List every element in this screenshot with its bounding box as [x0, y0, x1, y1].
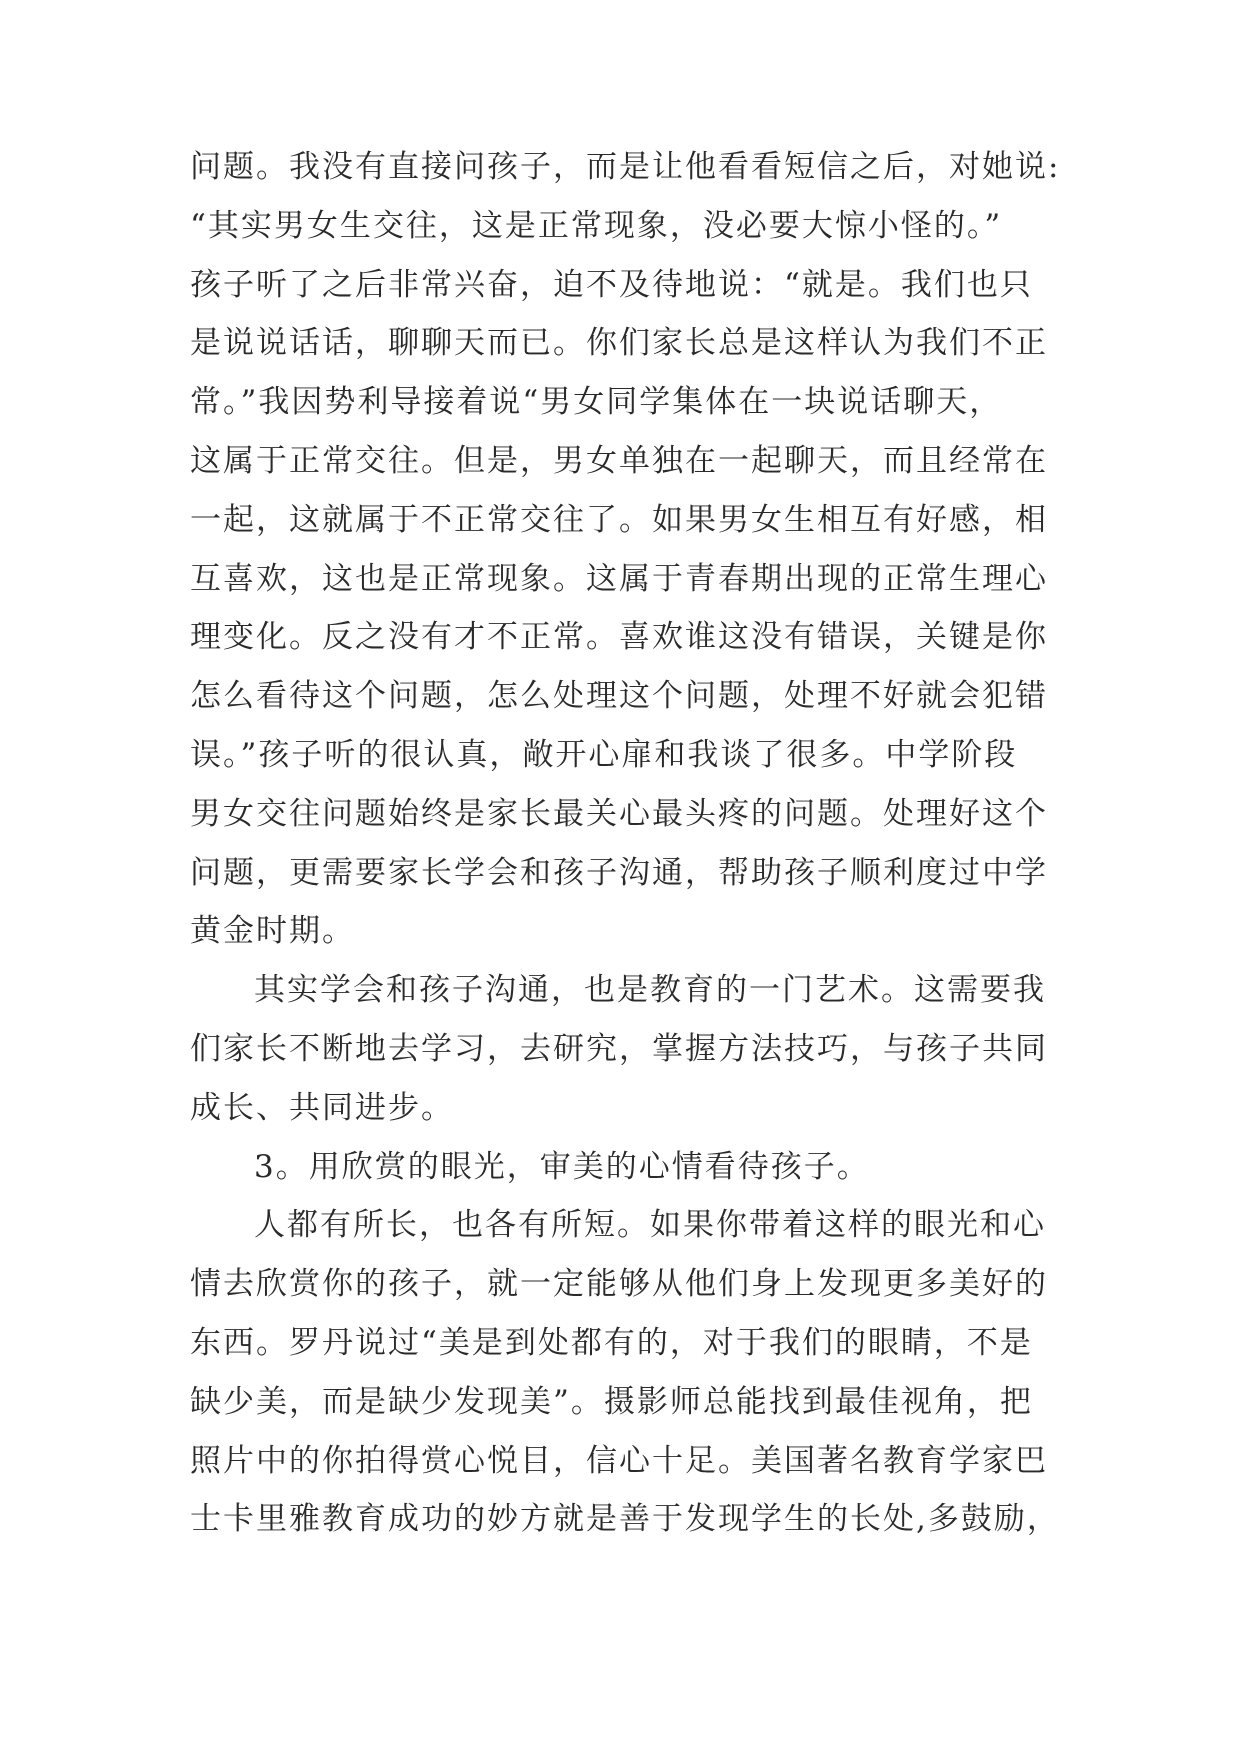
text-line: “其实男女生交往，这是正常现象，没必要大惊小怪的。” — [190, 207, 1003, 244]
text-line: 缺少美，而是缺少发现美”。摄影师总能找到最佳视角，把 — [190, 1383, 1033, 1420]
text-line: 男女交往问题始终是家长最关心最头疼的问题。处理好这个 — [190, 795, 1048, 832]
text-line: 3。用欣赏的眼光，审美的心情看待孩子。 — [254, 1148, 870, 1185]
text-line: 理变化。反之没有才不正常。喜欢谁这没有错误，关键是你 — [190, 619, 1048, 656]
text-line: 人都有所长，也各有所短。如果你带着这样的眼光和心 — [254, 1207, 1046, 1244]
text-line: 这属于正常交往。但是，男女单独在一起聊天，而且经常在 — [190, 442, 1048, 479]
text-line: 孩子听了之后非常兴奋，迫不及待地说：“就是。我们也只 — [190, 266, 1033, 303]
text-line: 东西。罗丹说过“美是到处都有的，对于我们的眼睛，不是 — [190, 1324, 1033, 1361]
body-text — [190, 138, 1090, 1549]
text-line: 一起，这就属于不正常交往了。如果男女生相互有好感，相 — [190, 501, 1048, 538]
text-line: 互喜欢，这也是正常现象。这属于青春期出现的正常生理心 — [190, 560, 1048, 597]
text-line: 们家长不断地去学习，去研究，掌握方法技巧，与孩子共同 — [190, 1030, 1048, 1067]
text-line: 成长、共同进步。 — [190, 1089, 454, 1126]
text-line: 问题，更需要家长学会和孩子沟通，帮助孩子顺利度过中学 — [190, 854, 1048, 891]
text-line: 照片中的你拍得赏心悦目，信心十足。美国著名教育学家巴 — [190, 1442, 1048, 1479]
text-line: 怎么看待这个问题，怎么处理这个问题，处理不好就会犯错 — [190, 678, 1048, 715]
text-line: 常。”我因势利导接着说“男女同学集体在一块说话聊天， — [190, 384, 1003, 421]
text-line: 误。”孩子听的很认真，敞开心扉和我谈了很多。中学阶段 — [190, 736, 1018, 773]
text-line: 黄金时期。 — [190, 913, 355, 950]
text-line: 其实学会和孩子沟通，也是教育的一门艺术。这需要我 — [254, 972, 1046, 1009]
text-line: 问题。我没有直接问孩子，而是让他看看短信之后，对她说: — [190, 149, 1061, 185]
text-line: 情去欣赏你的孩子，就一定能够从他们身上发现更多美好的 — [190, 1266, 1048, 1303]
text-line: 士卡里雅教育成功的妙方就是善于发现学生的长处,多鼓励， — [190, 1501, 1060, 1538]
text-line: 是说说话话，聊聊天而已。你们家长总是这样认为我们不正 — [190, 325, 1048, 362]
